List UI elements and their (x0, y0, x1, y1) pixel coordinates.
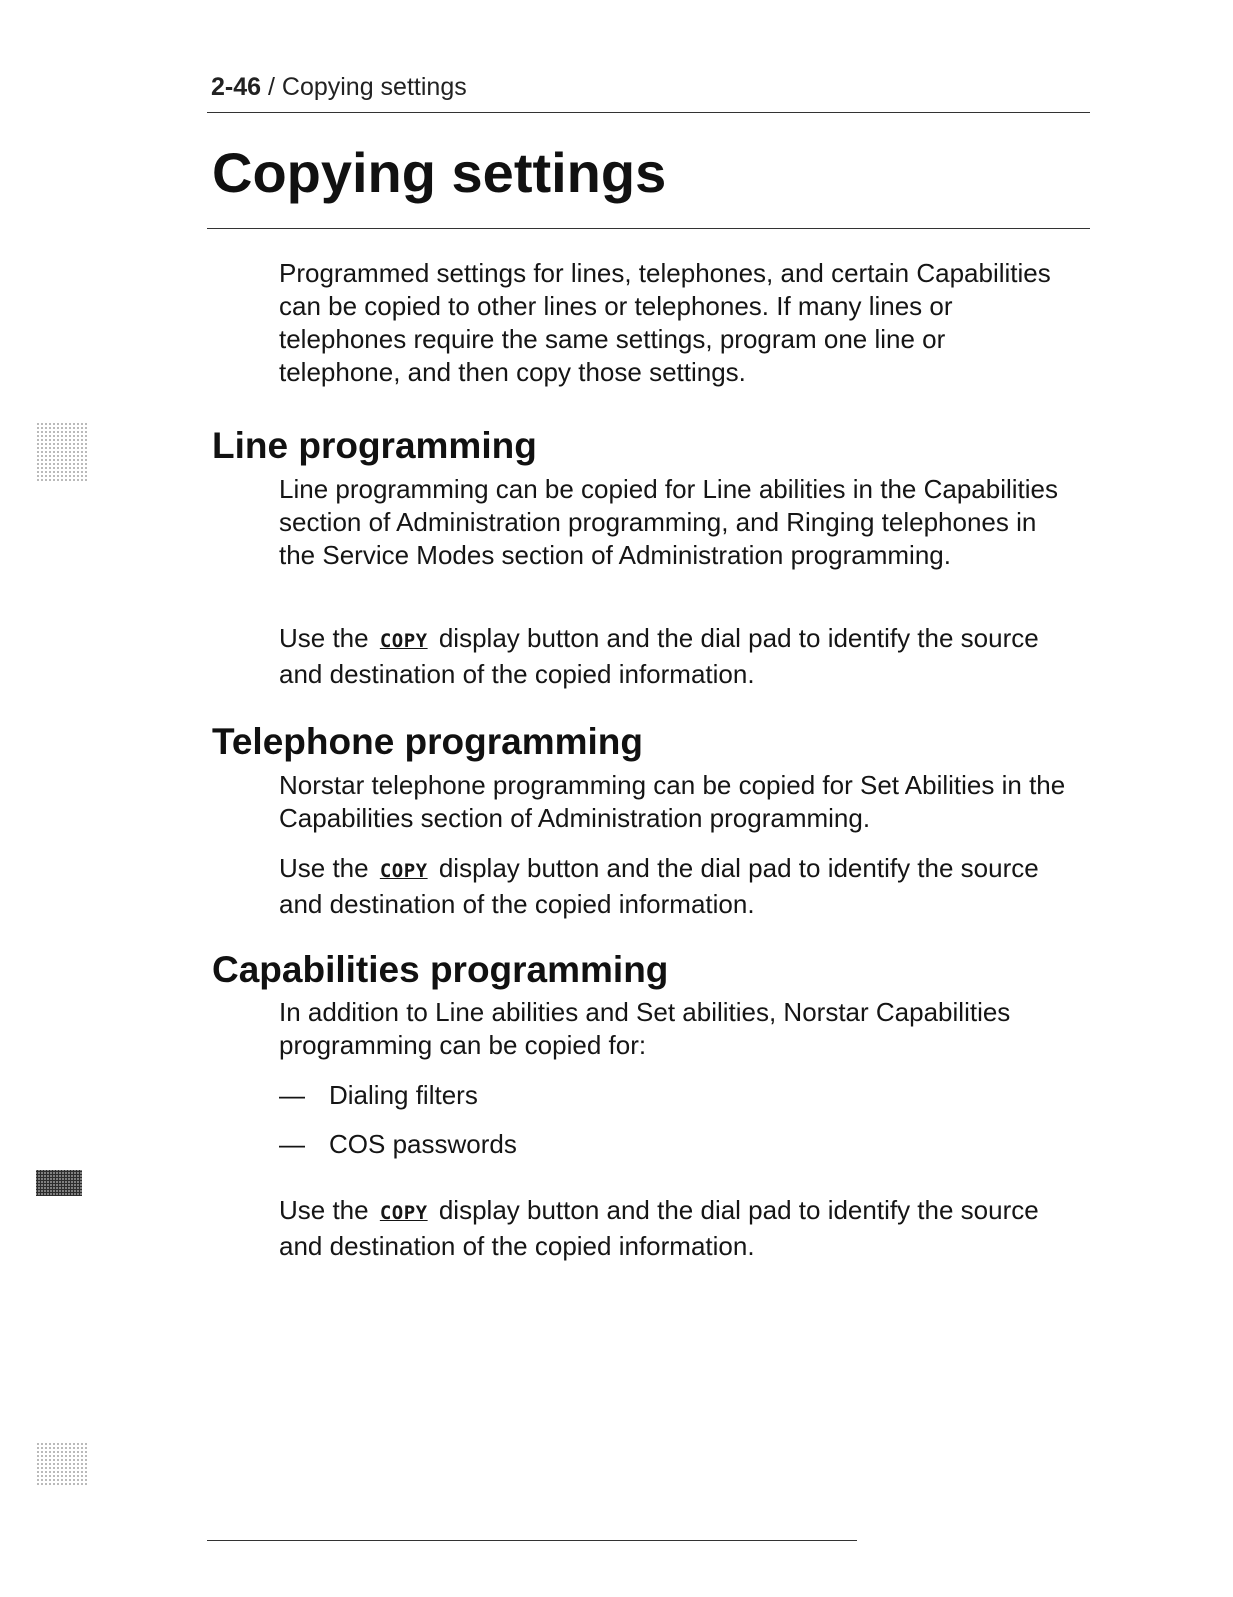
line-programming-paragraph: Line programming can be copied for Line abilities in the Capabilities section of Administration programming, and Ringing telephones in the Service Modes section of Administration programming. (279, 474, 1059, 570)
header-separator: / (261, 73, 282, 101)
copy-instruction-text: display button and the dial pad to identify the source and destination of the copied information. (279, 623, 1039, 689)
telephone-programming-copy-instructions (279, 852, 1039, 921)
header-section: Copying settings (281, 73, 467, 101)
dash-bullet: — (279, 1080, 305, 1110)
use-the-text: Use the (279, 853, 369, 883)
list-item-text: COS passwords (329, 1129, 517, 1159)
telephone-programming-paragraph: Norstar telephone programming can be copied for Set Abilities in the Capabilities section of Administration programming. (279, 770, 1066, 833)
scan-speckle-mark (36, 1170, 82, 1196)
page-title: Copying settings (212, 141, 667, 204)
header-rule (207, 112, 1090, 113)
title-rule (207, 228, 1090, 229)
copy-display-button: COPY (379, 630, 428, 652)
copy-display-button: COPY (379, 1202, 428, 1224)
capabilities-programming-heading: Capabilities programming (212, 949, 669, 990)
copy-instruction-text: display button and the dial pad to identify the source and destination of the copied information. (279, 853, 1039, 919)
list-item (279, 1079, 478, 1112)
line-programming-copy-instructions (279, 622, 1039, 691)
capabilities-programming-copy-instructions (279, 1194, 1039, 1263)
line-programming-heading: Line programming (212, 425, 537, 466)
telephone-programming-heading: Telephone programming (212, 721, 644, 762)
intro-paragraph: Programmed settings for lines, telephones, and certain Capabilities can be copied to other lines or telephones. If many lines or telephones require the same settings, program one line or telephone, and then copy those settings. (279, 258, 1051, 387)
running-header (211, 70, 467, 104)
copy-instruction-text: display button and the dial pad to identify the source and destination of the copied information. (279, 1195, 1039, 1261)
list-item (279, 1128, 517, 1161)
list-item-text: Dialing filters (329, 1080, 478, 1110)
scan-speckle-mark (36, 422, 88, 482)
footer-rule (207, 1540, 857, 1541)
copy-display-button: COPY (379, 860, 428, 882)
capabilities-programming-paragraph: In addition to Line abilities and Set abilities, Norstar Capabilities programming can be copied for: (279, 997, 1011, 1060)
use-the-text: Use the (279, 623, 369, 653)
scan-speckle-mark (36, 1442, 88, 1486)
dash-bullet: — (279, 1129, 305, 1159)
page-number: 2-46 (211, 73, 262, 101)
use-the-text: Use the (279, 1195, 369, 1225)
